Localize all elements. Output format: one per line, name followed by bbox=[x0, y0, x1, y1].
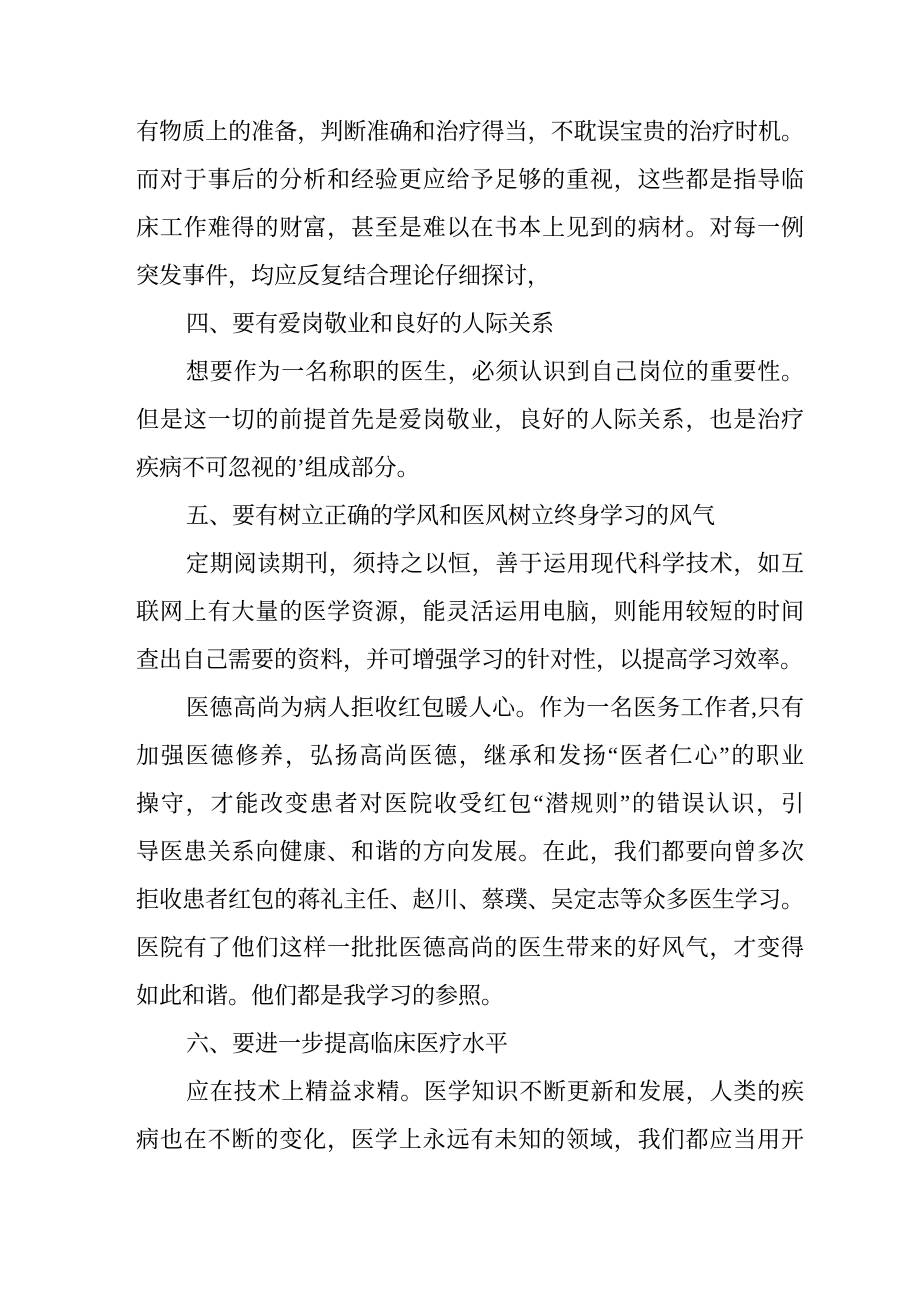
body-line: 加强医德修养，弘扬高尚医德，继承和发扬“医者仁心”的职业 bbox=[136, 743, 804, 768]
body-line: 疾病不可忽视的’组成部分。 bbox=[136, 455, 420, 480]
body-line: 想要作为一名称职的医生，必须认识到自己岗位的重要性。 bbox=[186, 359, 804, 384]
body-line: 拒收患者红包的蒋礼主任、赵川、蔡璞、吴定志等众多医生学习。 bbox=[136, 887, 804, 912]
body-line: 床工作难得的财富，甚至是难以在书本上见到的病材。对每一例 bbox=[136, 215, 804, 240]
document-text-block bbox=[136, 108, 804, 1164]
body-line: 定期阅读期刊，须持之以恒，善于运用现代科学技术，如互 bbox=[186, 551, 804, 576]
body-line: 医院有了他们这样一批批医德高尚的医生带来的好风气，才变得 bbox=[136, 935, 804, 960]
body-line: 应在技术上精益求精。医学知识不断更新和发展，人类的疾 bbox=[186, 1079, 804, 1104]
body-line: 联网上有大量的医学资源，能灵活运用电脑，则能用较短的时间 bbox=[136, 599, 804, 624]
body-line: 操守，才能改变患者对医院收受红包“潜规则”的错误认识，引 bbox=[136, 791, 804, 816]
body-line: 医德高尚为病人拒收红包暖人心。作为一名医务工作者,只有 bbox=[186, 695, 804, 720]
heading-line: 六、要进一步提高临床医疗水平 bbox=[186, 1031, 508, 1056]
body-line: 查出自己需要的资料，并可增强学习的针对性，以提高学习效率。 bbox=[136, 647, 803, 672]
body-line: 病也在不断的变化，医学上永远有未知的领域，我们都应当用开 bbox=[136, 1127, 804, 1152]
body-line: 有物质上的准备，判断准确和治疗得当，不耽误宝贵的治疗时机。 bbox=[136, 119, 804, 144]
body-line: 突发事件，均应反复结合理论仔细探讨， bbox=[136, 263, 550, 288]
body-line: 导医患关系向健康、和谐的方向发展。在此，我们都要向曾多次 bbox=[136, 839, 804, 864]
body-line: 但是这一切的前提首先是爱岗敬业，良好的人际关系，也是治疗 bbox=[136, 407, 804, 432]
heading-line: 五、要有树立正确的学风和医风树立终身学习的风气 bbox=[186, 503, 715, 528]
body-line: 而对于事后的分析和经验更应给予足够的重视，这些都是指导临 bbox=[136, 167, 804, 192]
heading-line: 四、要有爱岗敬业和良好的人际关系 bbox=[186, 311, 554, 336]
body-line: 如此和谐。他们都是我学习的参照。 bbox=[136, 983, 504, 1008]
